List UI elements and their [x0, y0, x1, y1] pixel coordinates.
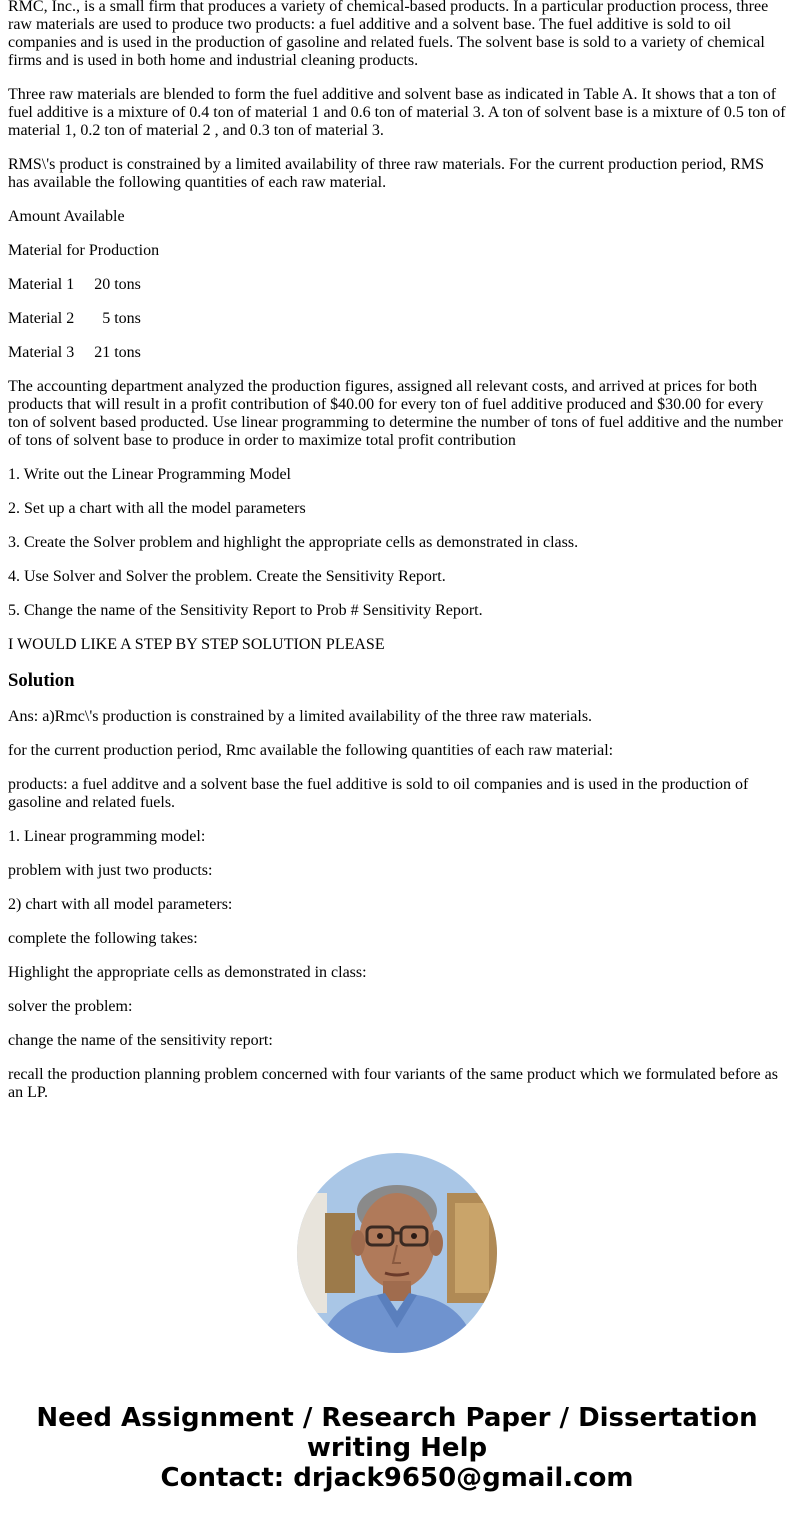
footer-line: writing Help	[306, 1433, 488, 1463]
task-item: 5. Change the name of the Sensitivity Report to Prob # Sensitivity Report.	[8, 602, 483, 619]
problem-accounting: The accounting department analyzed the production figures, assigned all relevant costs, and arrived at prices for both products that will result in a profit contribution of $40.00 for every ton of fuel additive produced and $30.00 for every ton of solvent based producted. Use linear programming to determine the number of tons of fuel additive and the number of tons of solvent base to produce in order to maximize total profit contribution	[8, 378, 783, 449]
solution-paragraph: recall the production planning problem concerned with four variants of the same product which we formulated before as an LP.	[8, 1066, 778, 1101]
material-row: Material 3 21 tons	[8, 344, 141, 361]
task-item: 4. Use Solver and Solver the problem. Create the Sensitivity Report.	[8, 568, 446, 585]
table-header-line2: Material for Production	[8, 242, 160, 259]
author-portrait-image	[297, 1153, 497, 1353]
solution-paragraph: for the current production period, Rmc available the following quantities of each raw material:	[8, 742, 614, 759]
solution-paragraph: Highlight the appropriate cells as demonstrated in class:	[8, 964, 367, 981]
solution-paragraph: products: a fuel additve and a solvent base the fuel additive is sold to oil companies and is used in the production of gasoline and related fuels.	[8, 776, 749, 811]
task-item: 1. Write out the Linear Programming Model	[8, 466, 291, 483]
solution-paragraph: Ans: a)Rmc\'s production is constrained by a limited availability of the three raw materials.	[8, 708, 593, 725]
solution-paragraph: 1. Linear programming model:	[8, 828, 206, 845]
material-row: Material 1 20 tons	[8, 276, 141, 293]
solution-heading: Solution	[8, 670, 75, 691]
problem-request: I WOULD LIKE A STEP BY STEP SOLUTION PLEASE	[8, 636, 385, 653]
footer-line: Need Assignment / Research Paper / Dissertation	[36, 1403, 758, 1433]
task-item: 3. Create the Solver problem and highlight the appropriate cells as demonstrated in class.	[8, 534, 579, 551]
solution-paragraph: complete the following takes:	[8, 930, 198, 947]
problem-intro: RMC, Inc., is a small firm that produces a variety of chemical-based products. In a particular production process, three raw materials are used to produce two products: a fuel additive and a solvent base. The fuel additive is sold to oil companies and is used in the production of gasoline and related fuels. The solvent base is sold to a variety of chemical firms and is used in both home and industrial cleaning products.	[8, 0, 769, 69]
solution-paragraph: 2) chart with all model parameters:	[8, 896, 233, 913]
table-header-line1: Amount Available	[8, 208, 125, 225]
problem-constraint: RMS\'s product is constrained by a limited availability of three raw materials. For the current production period, RMS has available the following quantities of each raw material.	[8, 156, 765, 191]
solution-paragraph: problem with just two products:	[8, 862, 213, 879]
footer-contact: Contact: drjack9650@gmail.com	[160, 1463, 634, 1493]
task-item: 2. Set up a chart with all the model parameters	[8, 500, 306, 517]
solution-paragraph: solver the problem:	[8, 998, 133, 1015]
solution-paragraph: change the name of the sensitivity report:	[8, 1032, 273, 1049]
problem-blending: Three raw materials are blended to form the fuel additive and solvent base as indicated in Table A. It shows that a ton of fuel additive is a mixture of 0.4 ton of material 1 and 0.6 ton of material 3. A ton of solvent base is a mixture of 0.5 ton of material 1, 0.2 ton of material 2 , and 0.3 ton of material 3.	[8, 86, 786, 139]
footer-ad	[0, 1403, 794, 1493]
document-body	[8, 0, 786, 1118]
author-avatar	[297, 1153, 497, 1353]
material-row: Material 2 5 tons	[8, 310, 141, 327]
